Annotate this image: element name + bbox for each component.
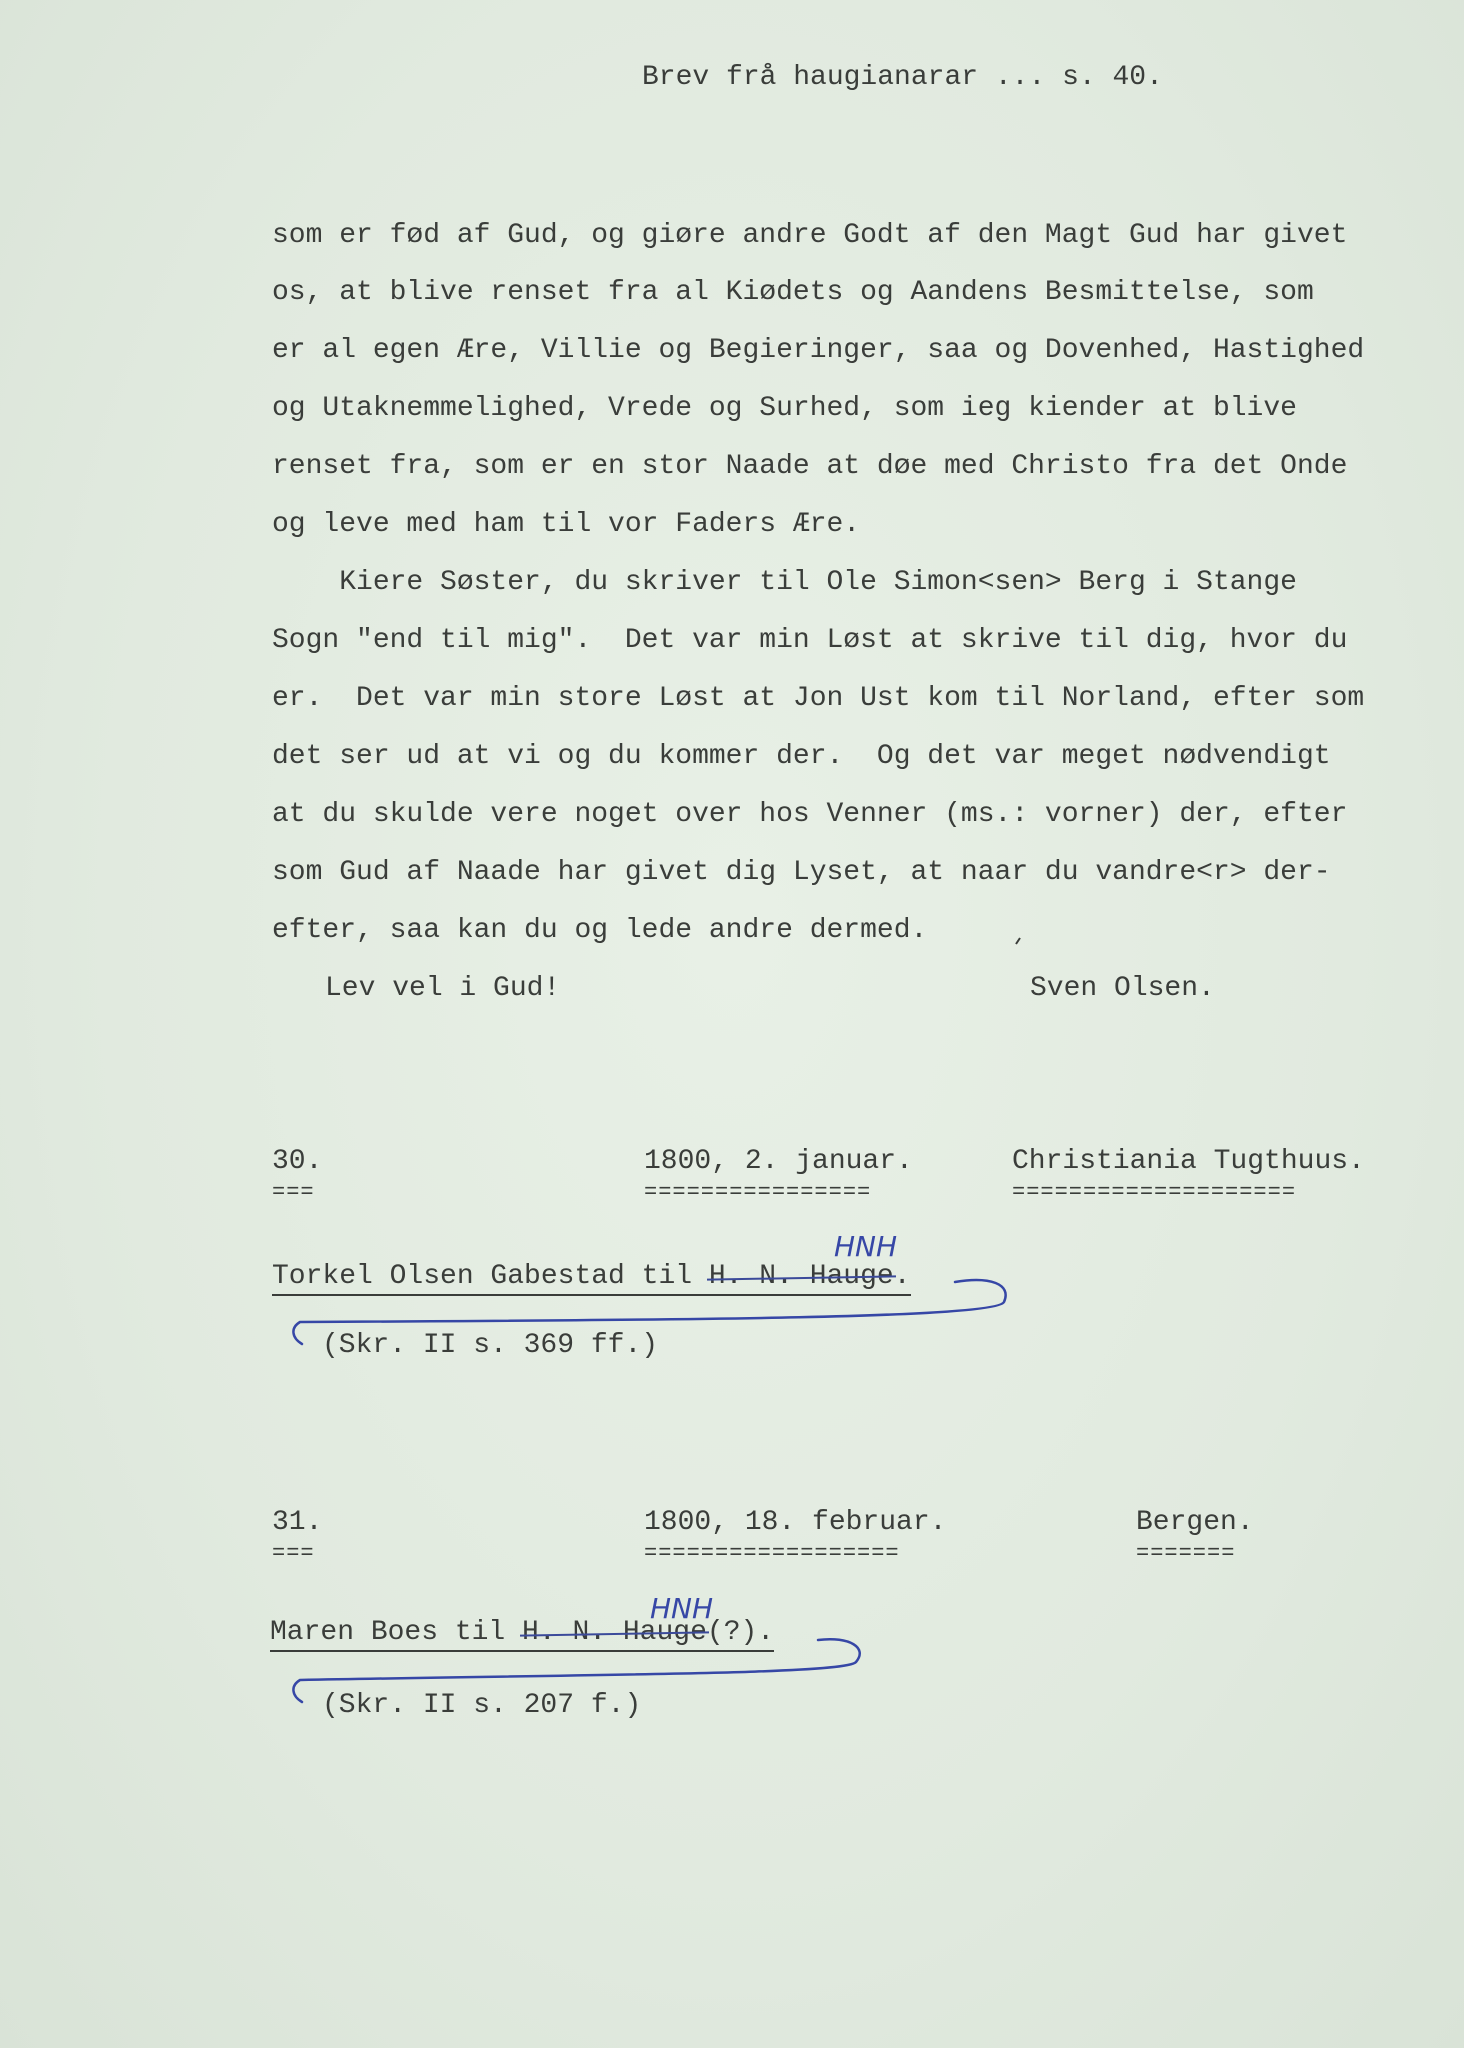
entry-date: 1800, 2. januar.	[644, 1146, 913, 1177]
entry-title-suffix: (?).	[706, 1617, 775, 1648]
entry-reference: (Skr. II s. 369 ff.)	[322, 1330, 659, 1361]
entry-place-underline: =======	[1136, 1541, 1236, 1566]
struck-recipient: H. N. Hauge	[708, 1261, 894, 1292]
entry-date-underline: ================	[644, 1180, 872, 1205]
struck-recipient: H. N. Hauge	[522, 1617, 707, 1648]
closing-signature: Sven Olsen.	[1030, 973, 1215, 1004]
ink-bracket	[293, 1639, 859, 1702]
letter-line: og Utaknemmelighed, Vrede og Surhed, som ieg kiender at blive	[272, 393, 1297, 424]
handwritten-annotation: HNH	[834, 1230, 898, 1263]
entry-reference: (Skr. II s. 207 f.)	[322, 1690, 642, 1721]
stray-mark	[1016, 938, 1020, 944]
letter-line: og leve med ham til vor Faders Ære.	[272, 509, 861, 540]
letter-line: Kiere Søster, du skriver til Ole Simon<sen> Berg i Stange	[272, 567, 1297, 598]
closing-greeting: Lev vel i Gud!	[325, 973, 561, 1004]
page-header: Brev frå haugianarar ... s. 40.	[642, 62, 1163, 93]
entry-title-prefix: Maren Boes til	[270, 1617, 523, 1648]
letter-line: er al egen Ære, Villie og Begieringer, saa og Dovenhed, Hastighed	[272, 335, 1365, 366]
entry-number-underline: ===	[272, 1180, 315, 1205]
letter-line: Sogn "end til mig". Det var min Løst at skrive til dig, hvor du	[272, 625, 1348, 656]
letter-line: os, at blive renset fra al Kiødets og Aandens Besmittelse, som	[272, 277, 1314, 308]
letter-line: efter, saa kan du og lede andre dermed.	[272, 915, 928, 946]
entry-title-suffix: .	[893, 1261, 911, 1292]
entry-place-underline: ====================	[1012, 1180, 1297, 1205]
letter-line: renset fra, som er en stor Naade at døe med Christo fra det Onde	[272, 451, 1348, 482]
letter-line: som er fød af Gud, og giøre andre Godt af den Magt Gud har givet	[272, 220, 1348, 251]
letter-line: er. Det var min store Løst at Jon Ust kom til Norland, efter som	[272, 683, 1365, 714]
letter-line: det ser ud at vi og du kommer der. Og det var meget nødvendigt	[272, 741, 1331, 772]
entry-number-underline: ===	[272, 1541, 315, 1566]
entry-number: 31.	[272, 1507, 323, 1538]
entry-number: 30.	[272, 1146, 323, 1177]
entry-date-underline: ==================	[644, 1541, 900, 1566]
letter-line: som Gud af Naade har givet dig Lyset, at naar du vandre<r> der-	[272, 857, 1331, 888]
entry-title-prefix: Torkel Olsen Gabestad til	[272, 1261, 709, 1292]
entry-place: Christiania Tugthuus.	[1012, 1146, 1365, 1177]
handwritten-annotation: HNH	[650, 1592, 714, 1625]
ink-bracket	[293, 1280, 1005, 1344]
entry-place: Bergen.	[1136, 1507, 1254, 1538]
entry-date: 1800, 18. februar.	[644, 1507, 947, 1538]
letter-line: at du skulde vere noget over hos Venner (ms.: vorner) der, efter	[272, 799, 1348, 830]
